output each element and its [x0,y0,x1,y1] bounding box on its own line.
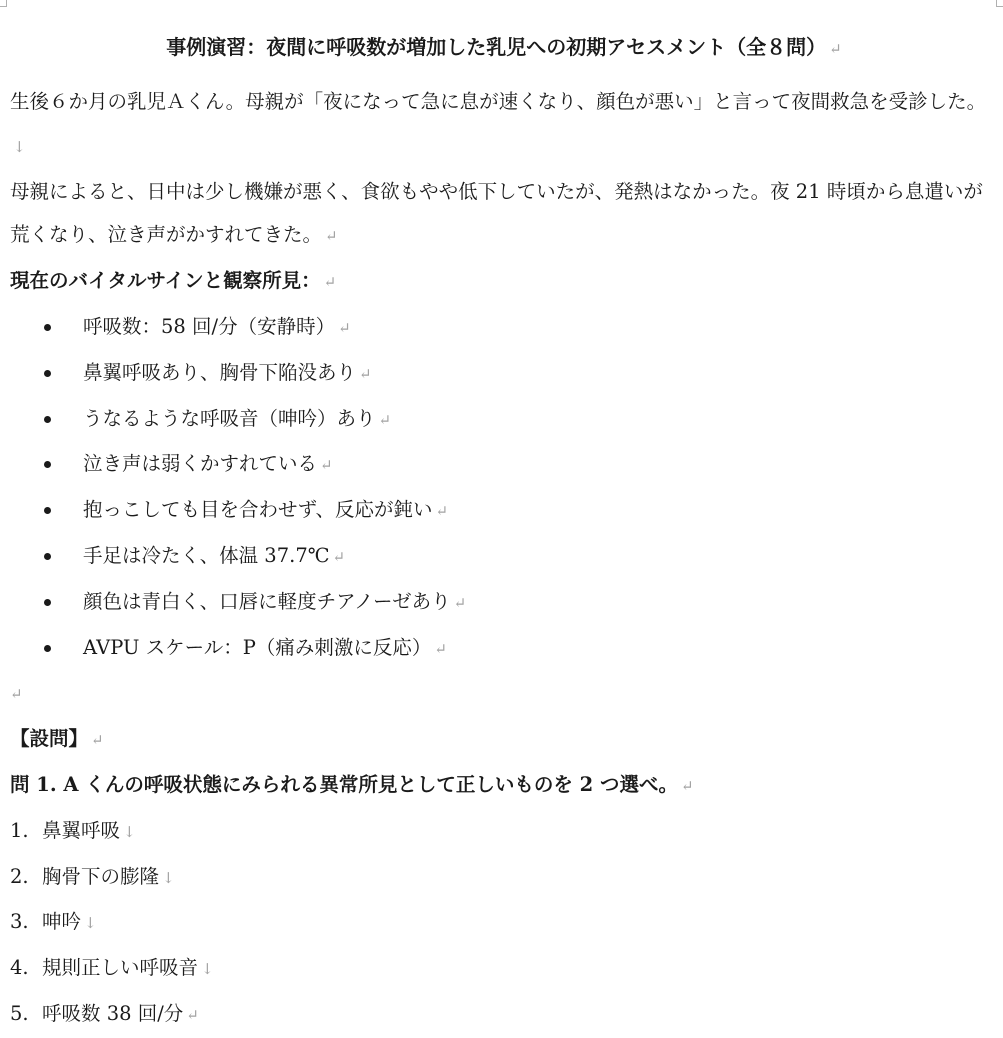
finding-text: AVPU スケール：P（痛み刺激に反応） [83,635,432,659]
paragraph-mark-icon: ↵ [681,776,694,795]
empty-paragraph [10,671,998,717]
finding-item [10,305,998,351]
bullet-icon [44,416,51,423]
finding-text: 手足は冷たく、体温 37.7℃ [83,543,330,567]
answer-choice-1 [10,809,998,855]
paragraph-mark-icon: ↵ [10,685,23,704]
choice-text: 規則正しい呼吸音 [42,956,199,980]
finding-text: 泣き声は弱くかすれている [83,452,318,476]
bullet-icon [44,507,51,514]
paragraph-mark-icon: ↵ [453,593,467,612]
paragraph-mark-icon: ↵ [323,273,337,292]
choice-number: 2. [10,864,29,888]
choice-number: 4. [10,956,29,980]
bullet-icon [44,324,51,331]
finding-text: 顔色は青白く、口唇に軽度チアノーゼあり [83,589,451,613]
finding-text: 呼吸数：58 回/分（安静時） [83,314,336,338]
case-paragraph-2 [10,170,998,260]
paragraph-mark-icon: ↵ [434,639,447,658]
answer-choice-5 [10,992,998,1038]
vitals-heading-text: 現在のバイタルサインと観察所見： [10,269,321,293]
finding-item [10,580,998,626]
line-break-mark-icon: ↓ [162,868,175,887]
findings-list [10,305,998,671]
question-1-stem-text: 問 1. A くんの呼吸状態にみられる異常所見として正しいものを 2 つ選べ。 [10,772,678,796]
finding-text: うなるような呼吸音（呻吟）あり [83,406,376,430]
page-corner-mark-right [996,0,1003,7]
paragraph-mark-icon: ↵ [829,40,842,58]
finding-item [10,488,998,534]
bullet-icon [44,599,51,606]
finding-item [10,397,998,443]
question-1-stem [10,763,998,809]
finding-text: 抱っこしても目を合わせず、反応が鈍い [83,498,433,522]
line-break-mark-icon: ↓ [13,137,26,156]
choice-text: 胸骨下の膨隆 [42,864,160,888]
bullet-icon [44,645,51,652]
paragraph-mark-icon: ↵ [91,731,104,750]
paragraph-mark-icon: ↵ [186,1005,199,1024]
line-break-mark-icon: ↓ [201,960,214,979]
document-title [10,24,998,70]
page-corner-mark-left [0,0,7,7]
case-paragraph-2-text: 母親によると、日中は少し機嫌が悪く、食欲もやや低下していたが、発熱はなかった。夜 21 時頃から息遣いが荒くなり、泣き声がかすれてきた。 [10,179,983,247]
bullet-icon [44,553,51,560]
answer-choice-4 [10,946,998,992]
paragraph-mark-icon: ↵ [378,410,392,429]
vitals-heading [10,259,998,305]
choice-text: 呻吟 [42,910,82,934]
line-break-mark-icon: ↓ [84,914,97,933]
questions-heading-text: 【設問】 [10,727,89,751]
title-text: 事例演習：夜間に呼吸数が増加した乳児への初期アセスメント（全８問） [166,35,827,59]
choice-number: 3. [10,910,29,934]
paragraph-mark-icon: ↵ [325,227,338,246]
line-break-mark-icon: ↓ [123,822,136,841]
bullet-icon [44,370,51,377]
paragraph-mark-icon: ↵ [338,318,351,337]
finding-item [10,442,998,488]
finding-item [10,626,998,672]
choice-text: 鼻翼呼吸 [42,818,121,842]
choice-number: 5. [10,1001,29,1025]
choice-text: 呼吸数 38 回/分 [42,1001,184,1025]
finding-text: 鼻翼呼吸あり、胸骨下陥没あり [83,360,357,384]
case-paragraph-1 [10,80,998,170]
case-paragraph-1-text: 生後６か月の乳児Ａくん。母親が「夜になって急に息が速くなり、顔色が悪い」と言って夜間救急を受診した。 [10,90,987,113]
title-spacer [10,70,998,80]
choice-number: 1. [10,818,29,842]
questions-heading [10,717,998,763]
bullet-icon [44,461,51,468]
answer-choice-2 [10,855,998,901]
paragraph-mark-icon: ↵ [320,456,333,475]
document-page [10,24,998,1038]
finding-item [10,534,998,580]
paragraph-mark-icon: ↵ [435,502,449,521]
finding-item [10,351,998,397]
paragraph-mark-icon: ↵ [332,547,346,566]
paragraph-mark-icon: ↵ [359,364,372,383]
answer-choice-3 [10,900,998,946]
